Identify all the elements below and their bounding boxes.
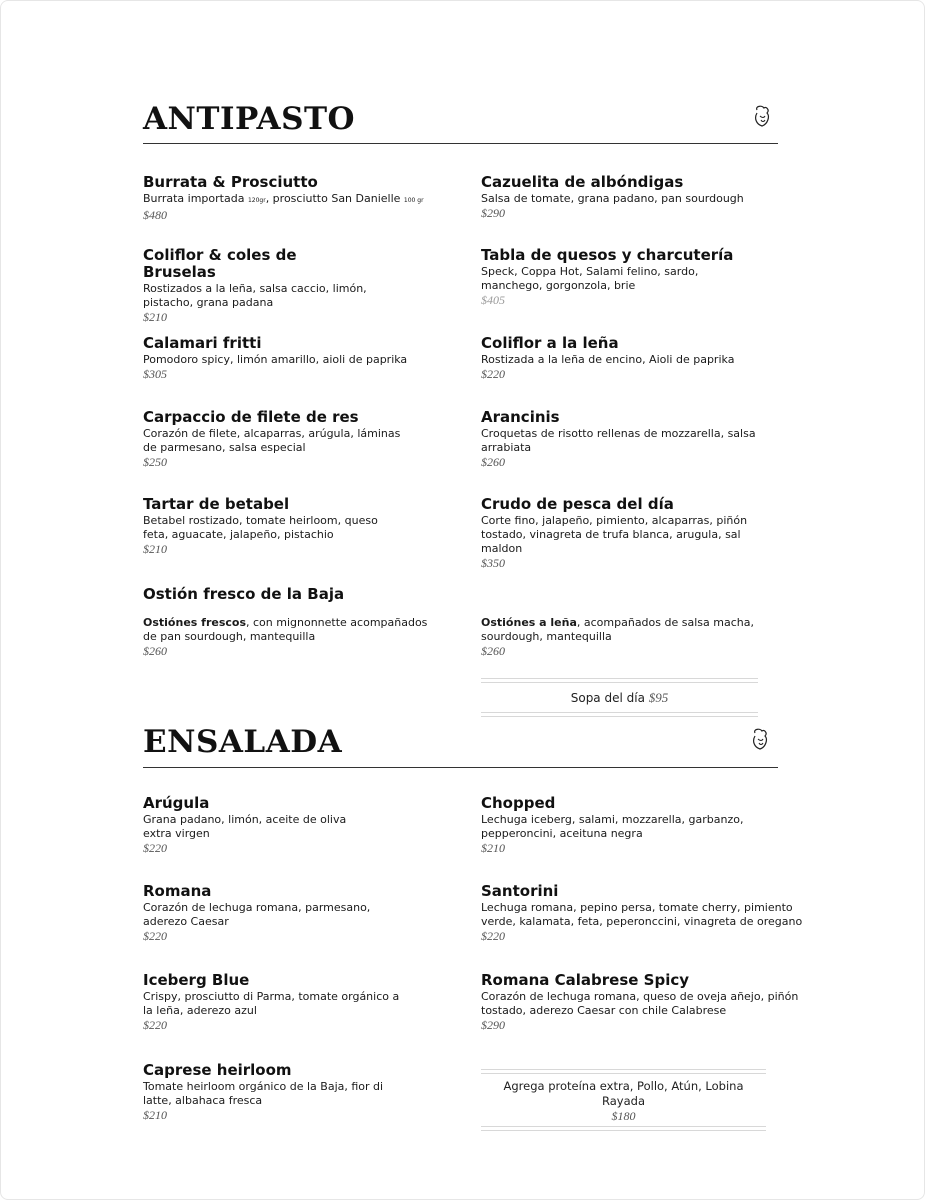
item-price: $220 xyxy=(143,1018,167,1032)
item-name: Crudo de pesca del día xyxy=(481,495,674,513)
item-description: Speck, Coppa Hot, Salami felino, sardo, manchego, gorgonzola, brie xyxy=(481,265,699,292)
soup-note xyxy=(481,678,758,717)
item-description: Croquetas de risotto rellenas de mozzarella, salsa arrabiata xyxy=(481,427,756,454)
note-divider-bottom xyxy=(481,1126,766,1131)
soup-label: Sopa del día xyxy=(570,691,649,705)
item-price: $350 xyxy=(481,556,505,570)
item-description: Grana padano, limón, aceite de oliva extra virgen xyxy=(143,813,347,840)
menu-item xyxy=(143,247,368,324)
item-description: Corazón de filete, alcaparras, arúgula, láminas de parmesano, salsa especial xyxy=(143,427,401,454)
menu-item xyxy=(143,496,398,556)
item-name: Caprese heirloom xyxy=(143,1061,292,1079)
protein-label: Agrega proteína extra, Pollo, Atún, Lobina Rayada xyxy=(503,1079,744,1108)
item-price: $405 xyxy=(481,293,505,307)
menu-item-oyster xyxy=(143,586,443,603)
item-description: Ostiónes frescos, con mignonnette acompañados de pan sourdough, mantequilla xyxy=(143,616,428,643)
menu-item xyxy=(143,972,408,1032)
item-price: $210 xyxy=(143,310,167,324)
item-price: $480 xyxy=(143,208,167,222)
item-price: $305 xyxy=(143,367,167,381)
menu-item xyxy=(481,883,821,943)
menu-item xyxy=(481,795,771,855)
section-title-antipasto: ANTIPASTO xyxy=(143,101,356,137)
oyster-option-fresh xyxy=(143,615,438,658)
menu-item xyxy=(143,795,368,855)
item-description: Corazón de lechuga romana, parmesano, aderezo Caesar xyxy=(143,901,371,928)
item-name: Romana xyxy=(143,882,212,900)
item-name: Ostión fresco de la Baja xyxy=(143,585,345,603)
menu-item xyxy=(143,409,415,469)
section-divider xyxy=(143,143,778,144)
item-name: Coliflor & coles de Bruselas xyxy=(143,246,297,281)
item-name: Arúgula xyxy=(143,794,210,812)
item-name: Chopped xyxy=(481,794,556,812)
menu-item xyxy=(143,174,443,222)
item-price: $220 xyxy=(481,367,505,381)
item-price: $220 xyxy=(143,841,167,855)
menu-item xyxy=(481,409,756,469)
item-name: Tartar de betabel xyxy=(143,495,290,513)
item-description: Crispy, prosciutto di Parma, tomate orgánico a la leña, aderezo azul xyxy=(143,990,400,1017)
oyster-option-grilled xyxy=(481,615,756,658)
menu-item xyxy=(481,972,821,1032)
item-price: $260 xyxy=(481,455,505,469)
item-description: Ostiónes a leña, acompañados de salsa macha, sourdough, mantequilla xyxy=(481,616,754,643)
item-price: $260 xyxy=(143,644,167,658)
item-description: Lechuga iceberg, salami, mozzarella, garbanzo, pepperoncini, aceituna negra xyxy=(481,813,744,840)
item-description: Corte fino, jalapeño, pimiento, alcaparras, piñón tostado, vinagreta de trufa blanca, arugula, sal maldon xyxy=(481,514,748,555)
item-price: $210 xyxy=(143,542,167,556)
menu-item xyxy=(481,247,756,307)
item-name: Romana Calabrese Spicy xyxy=(481,971,690,989)
item-description: Lechuga romana, pepino persa, tomate cherry, pimiento verde, kalamata, feta, peperonccini, vinagreta de oregano xyxy=(481,901,803,928)
item-name: Iceberg Blue xyxy=(143,971,250,989)
item-price: $290 xyxy=(481,206,505,220)
item-description: Pomodoro spicy, limón amarillo, aioli de paprika xyxy=(143,353,408,366)
menu-item xyxy=(481,174,781,220)
item-name: Cazuelita de albóndigas xyxy=(481,173,684,191)
protein-price: $180 xyxy=(611,1109,636,1123)
note-divider-bottom xyxy=(481,712,758,717)
item-price: $290 xyxy=(481,1018,505,1032)
menu-item xyxy=(143,1062,408,1122)
protein-note xyxy=(481,1069,766,1131)
menu-item xyxy=(143,883,393,943)
item-description: Betabel rostizado, tomate heirloom, queso feta, aguacate, jalapeño, pistachio xyxy=(143,514,378,541)
item-description: Corazón de lechuga romana, queso de oveja añejo, piñón tostado, aderezo Caesar con chile Calabrese xyxy=(481,990,799,1017)
item-description: Salsa de tomate, grana padano, pan sourdough xyxy=(481,192,744,205)
item-name: Arancinis xyxy=(481,408,560,426)
section-divider xyxy=(143,767,778,768)
section-title-ensalada: ENSALADA xyxy=(143,724,343,760)
item-name: Coliflor a la leña xyxy=(481,334,619,352)
item-description: Rostizados a la leña, salsa caccio, limón, pistacho, grana padana xyxy=(143,282,367,309)
item-price: $220 xyxy=(481,929,505,943)
chef-logo-icon xyxy=(750,727,770,755)
item-description: Burrata importada 120gr, prosciutto San Danielle 100 gr xyxy=(143,192,424,205)
item-name: Santorini xyxy=(481,882,559,900)
menu-item xyxy=(481,496,781,570)
item-price: $260 xyxy=(481,644,505,658)
soup-price: $95 xyxy=(648,690,669,705)
chef-logo-icon xyxy=(752,104,772,132)
item-price: $220 xyxy=(143,929,167,943)
item-name: Burrata & Prosciutto xyxy=(143,173,318,191)
menu-item xyxy=(143,335,443,381)
item-price: $210 xyxy=(143,1108,167,1122)
item-description: Tomate heirloom orgánico de la Baja, fior di latte, albahaca fresca xyxy=(143,1080,384,1107)
item-name: Carpaccio de filete de res xyxy=(143,408,359,426)
item-name: Tabla de quesos y charcutería xyxy=(481,246,734,264)
item-name: Calamari fritti xyxy=(143,334,262,352)
item-price: $210 xyxy=(481,841,505,855)
menu-item xyxy=(481,335,781,381)
item-description: Rostizada a la leña de encino, Aioli de paprika xyxy=(481,353,735,366)
item-price: $250 xyxy=(143,455,167,469)
